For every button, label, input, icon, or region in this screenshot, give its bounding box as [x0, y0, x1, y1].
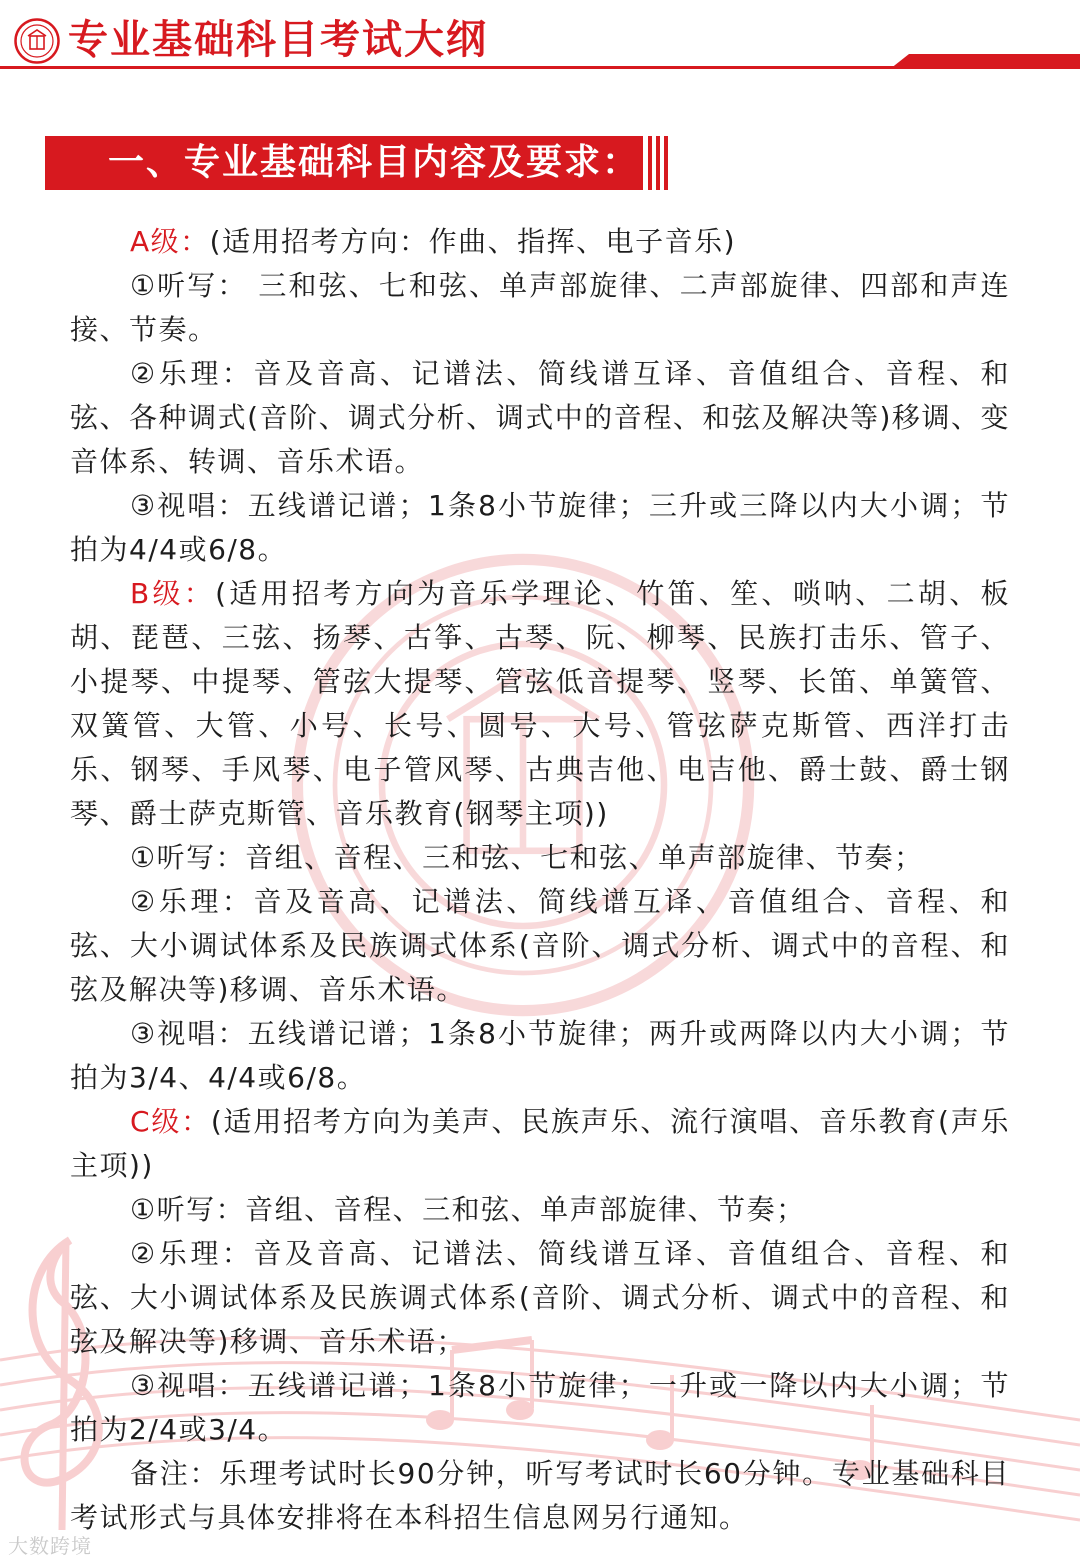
level-scope: (适用招考方向为美声、民族声乐、流行演唱、音乐教育(声乐主项)): [70, 1105, 1010, 1182]
source-watermark: 大数跨境: [8, 1534, 92, 1558]
level-label: C级：: [130, 1105, 211, 1138]
level-b-item-dictation: ①听写：音组、音程、三和弦、七和弦、单声部旋律、节奏；: [130, 841, 924, 874]
section-bar-stripe: [648, 136, 652, 190]
level-a-item-dictation: ①听写： 三和弦、七和弦、单声部旋律、二声部旋律、四部和声连接、节奏。: [70, 269, 1010, 346]
header-accent-tab: [890, 54, 1080, 69]
level-c-item-dictation: ①听写：音组、音程、三和弦、单声部旋律、节奏；: [130, 1193, 806, 1226]
section-title: 一、专业基础科目内容及要求：: [108, 142, 641, 183]
level-c-item-sightsinging: ③视唱：五线谱记谱；1条8小节旋律；一升或一降以内大小调；节拍为2/4或3/4。: [70, 1369, 1010, 1446]
school-seal-icon: [14, 18, 60, 64]
level-b-item-theory: ②乐理：音及音高、记谱法、简线谱互译、音值组合、音程、和弦、大小调试体系及民族调式体系(音阶、调式分析、调式中的音程、和弦及解决等)移调、音乐术语。: [70, 885, 1010, 1006]
exam-note: 备注：乐理考试时长90分钟，听写考试时长60分钟。专业基础科目考试形式与具体安排将在本科招生信息网另行通知。: [70, 1457, 1010, 1534]
level-scope: (适用招考方向为音乐学理论、竹笛、笙、唢呐、二胡、板胡、琵琶、三弦、扬琴、古筝、古琴、阮、柳琴、民族打击乐、管子、小提琴、中提琴、管弦大提琴、管弦低音提琴、竖琴、长笛、单簧管、双簧管、大管、小号、长号、圆号、大号、管弦萨克斯管、西洋打击乐、钢琴、手风琴、电子管风琴、古典吉他、电吉他、爵士鼓、爵士钢琴、爵士萨克斯管、音乐教育(钢琴主项)): [70, 577, 1010, 830]
page-title: 专业基础科目考试大纲: [68, 17, 488, 63]
level-c-item-theory: ②乐理：音及音高、记谱法、简线谱互译、音值组合、音程、和弦、大小调试体系及民族调式体系(音阶、调式分析、调式中的音程、和弦及解决等)移调、音乐术语；: [70, 1237, 1010, 1358]
level-label: A级：: [130, 225, 210, 258]
level-c-heading: [70, 1100, 1010, 1188]
syllabus-content: [70, 220, 1010, 1540]
level-scope: (适用招考方向：作曲、指挥、电子音乐): [209, 225, 737, 258]
page-header: [0, 0, 1080, 72]
section-bar-stripe: [656, 136, 660, 190]
level-b-heading: [70, 572, 1010, 836]
section-bar-stripe: [664, 136, 668, 190]
level-label: B级：: [130, 577, 216, 610]
level-b-item-sightsinging: ③视唱：五线谱记谱；1条8小节旋律；两升或两降以内大小调；节拍为3/4、4/4或6/8。: [70, 1017, 1010, 1094]
level-a-item-theory: ②乐理：音及音高、记谱法、简线谱互译、音值组合、音程、和弦、各种调式(音阶、调式分析、调式中的音程、和弦及解决等)移调、变音体系、转调、音乐术语。: [70, 357, 1010, 478]
level-a-heading: [70, 220, 1010, 264]
level-a-item-sightsinging: ③视唱：五线谱记谱；1条8小节旋律；三升或三降以内大小调；节拍为4/4或6/8。: [70, 489, 1010, 566]
